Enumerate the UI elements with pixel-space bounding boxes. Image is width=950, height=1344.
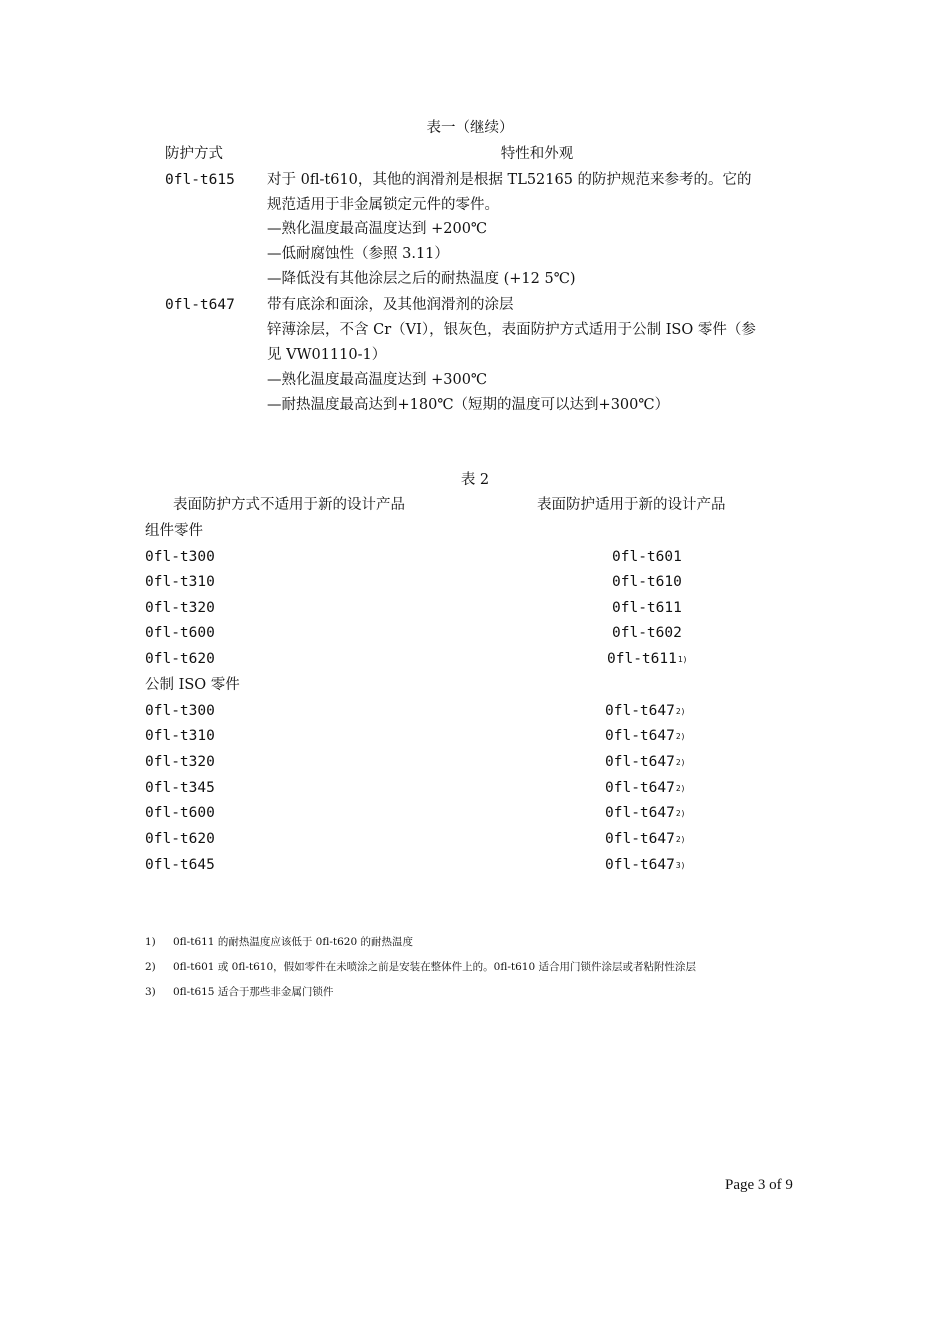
- table2-g1-left-4: 0fl-t600: [145, 625, 215, 641]
- table1-col1-header: 防护方式: [165, 146, 223, 162]
- table2-left-header: 表面防护方式不适用于新的设计产品: [173, 497, 405, 513]
- table2-g1-right-5: 0fl-t6111): [607, 651, 688, 667]
- table2-group1-label: 组件零件: [145, 523, 203, 539]
- table2-g2-left-7: 0fl-t645: [145, 857, 215, 873]
- table2-g2-left-3: 0fl-t320: [145, 754, 215, 770]
- footnote-2: 2) 0fl-t601 或 0fl-t610，假如零件在未喷涂之前是安装在整体件上的。0fl-t610 适合用门锁件涂层或者粘附性涂层: [145, 961, 696, 973]
- table2-g2-left-5: 0fl-t600: [145, 805, 215, 821]
- footnote-3: 3) 0fl-t615 适合于那些非金属门锁件: [145, 986, 334, 998]
- table1-row1-line3: —熟化温度最高温度达到 +200℃: [267, 221, 488, 237]
- table2-g2-left-6: 0fl-t620: [145, 831, 215, 847]
- table1-title: 表一（继续）: [426, 120, 514, 136]
- table2-title: 表 2: [460, 472, 490, 488]
- table2-g1-left-3: 0fl-t320: [145, 600, 215, 616]
- table2-g2-left-2: 0fl-t310: [145, 728, 215, 744]
- table2-right-header: 表面防护适用于新的设计产品: [537, 497, 726, 513]
- table1-row1-line2: 规范适用于非金属锁定元件的零件。: [267, 197, 499, 213]
- table1-row1-line1: 对于 0fl-t610，其他的润滑剂是根据 TL52165 的防护规范来参考的。它的: [267, 172, 752, 188]
- table1-row2-line3: 见 VW01110-1）: [267, 347, 387, 363]
- table2-g1-left-1: 0fl-t300: [145, 549, 215, 565]
- table1-row2-line4: —熟化温度最高温度达到 +300℃: [267, 372, 488, 388]
- table2-g2-right-4: 0fl-t6472): [605, 780, 686, 796]
- table1-col2-header: 特性和外观: [500, 146, 574, 162]
- page-number: Page 3 of 9: [725, 1177, 793, 1193]
- table2-g1-right-2: 0fl-t610: [612, 574, 682, 590]
- table2-g1-right-1: 0fl-t601: [612, 549, 682, 565]
- table2-g2-right-3: 0fl-t6472): [605, 754, 686, 770]
- footnote-1: 1) 0fl-t611 的耐热温度应该低于 0fl-t620 的耐热温度: [145, 936, 413, 948]
- table2-g1-left-5: 0fl-t620: [145, 651, 215, 667]
- table2-group2-label: 公制 ISO 零件: [145, 677, 240, 693]
- table2-g2-right-2: 0fl-t6472): [605, 728, 686, 744]
- table2-g2-right-6: 0fl-t6472): [605, 831, 686, 847]
- table2-g2-right-7: 0fl-t6473): [605, 857, 686, 873]
- table2-g2-left-4: 0fl-t345: [145, 780, 215, 796]
- table1-row1-code: 0fl-t615: [165, 172, 235, 188]
- table1-row2-code: 0fl-t647: [165, 297, 235, 313]
- table2-g2-right-5: 0fl-t6472): [605, 805, 686, 821]
- table1-row2-line1: 带有底涂和面涂，及其他润滑剂的涂层: [267, 297, 514, 313]
- table2-g1-left-2: 0fl-t310: [145, 574, 215, 590]
- table1-row1-line5: —降低没有其他涂层之后的耐热温度 (+12 5℃): [267, 271, 576, 287]
- table1-row2-line2: 锌薄涂层，不含 Cr（VI），银灰色，表面防护方式适用于公制 ISO 零件（参: [267, 322, 756, 338]
- table2-g1-right-3: 0fl-t611: [612, 600, 682, 616]
- table2-g1-right-4: 0fl-t602: [612, 625, 682, 641]
- table2-g2-left-1: 0fl-t300: [145, 703, 215, 719]
- table1-row1-line4: —低耐腐蚀性（参照 3.11）: [267, 246, 449, 262]
- table1-row2-line5: —耐热温度最高达到+180℃（短期的温度可以达到+300℃）: [267, 397, 670, 413]
- table2-g2-right-1: 0fl-t6472): [605, 703, 686, 719]
